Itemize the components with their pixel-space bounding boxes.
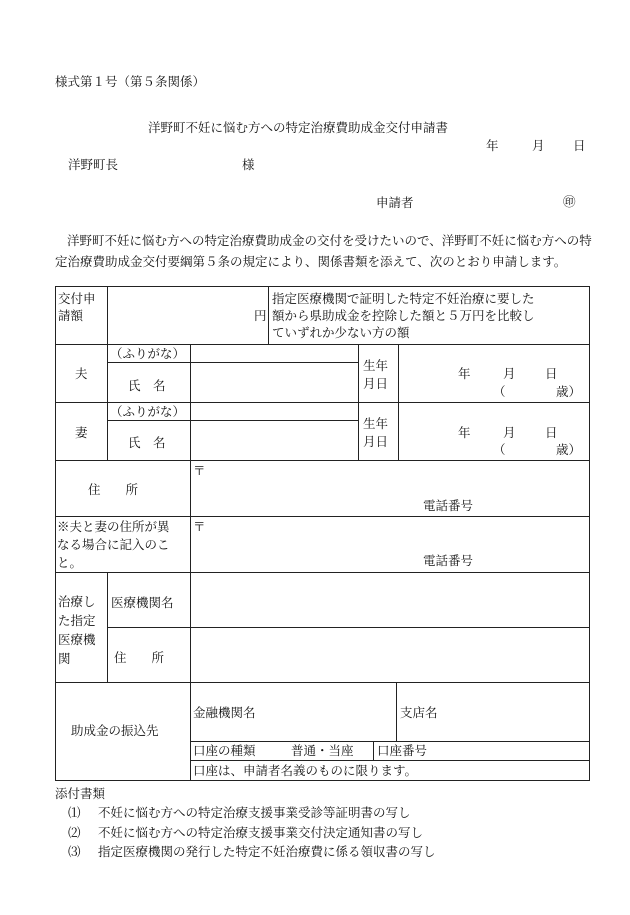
husband-name-label: 氏 名 [128,378,166,393]
wife-age-close: 歳） [556,442,582,457]
clinic-label-2: た指定 [58,613,96,628]
husband-furigana-label: （ふりがな） [110,346,186,361]
wife-birth-month: 月 [503,425,516,440]
amount-note-1: 指定医療機関で証明した特定不妊治療に要した [272,291,535,306]
form-id: 様式第１号（第５条関係） [55,74,206,89]
husband-birth-year: 年 [458,366,471,381]
attachments-heading: 添付書類 [55,786,106,801]
alt-address-postal-mark: 〒 [193,519,206,534]
clinic-name-label: 医療機関名 [111,595,174,610]
clinic-address-label: 住 所 [114,650,165,665]
husband-birth-label-1: 生年 [363,358,389,373]
wife-label: 妻 [75,425,88,440]
addressee-honorific: 様 [242,157,255,172]
amount-note-2: 額から県助成金を控除した額と５万円を比較し [272,308,535,323]
attachment-num: ⑴ [68,805,81,820]
wife-birth-day: 日 [545,425,558,440]
address-postal-mark: 〒 [193,463,206,478]
clinic-label-3: 医療機 [58,632,96,647]
seal-mark: ㊞ [563,194,576,209]
account-type-label: 口座の種類 [193,743,256,758]
clinic-label-4: 関 [58,651,71,666]
amount-label-line1: 交付申 [58,291,96,306]
wife-age-open: （ [493,442,506,457]
amount-note-3: ていずれか少ない方の額 [272,325,410,340]
wife-birth-year: 年 [458,425,471,440]
bank-institution-label: 金融機関名 [193,705,256,720]
wife-furigana-label: （ふりがな） [110,404,186,419]
account-number-label: 口座番号 [377,743,428,758]
husband-birth-day: 日 [545,366,558,381]
body-text: 洋野町不妊に悩む方への特定治療費助成金の交付を受けたいので、洋野町不妊に悩む方への特定治療費助成金交付要綱第５条の規定により、関係書類を添えて、次のとおり申請します。 [55,233,592,269]
address-label: 住 所 [88,482,139,497]
account-type-value: 普通・当座 [291,743,354,758]
clinic-label-1: 治療し [58,594,96,609]
attachment-text: 不妊に悩む方への特定治療支援事業受診等証明書の写し [98,805,411,820]
page-title: 洋野町不妊に悩む方への特定治療費助成金交付申請書 [148,120,449,135]
attachment-num: ⑵ [68,825,81,840]
bank-label: 助成金の振込先 [71,723,159,738]
account-note: 口座は、申請者名義のものに限ります。 [193,763,418,778]
alt-address-phone-label: 電話番号 [423,553,474,568]
husband-label: 夫 [75,366,88,381]
alt-address-label-3: と。 [57,555,83,570]
attachment-num: ⑶ [68,844,81,859]
husband-age-close: 歳） [556,384,582,399]
husband-age-open: （ [493,384,506,399]
attachment-text: 指定医療機関の発行した特定不妊治療費に係る領収書の写し [98,844,436,859]
applicant-label: 申請者 [376,195,414,210]
alt-address-label-1: ※夫と妻の住所が異 [57,519,170,534]
date-month: 月 [532,138,545,153]
alt-address-label-2: なる場合に記入のこ [57,537,170,552]
husband-birth-label-2: 月日 [363,376,389,391]
date-year: 年 [486,138,499,153]
wife-birth-label-1: 生年 [363,416,389,431]
amount-unit: 円 [254,308,267,323]
amount-label-line2: 請額 [58,308,84,323]
address-phone-label: 電話番号 [423,498,474,513]
date-day: 日 [573,138,586,153]
husband-birth-month: 月 [503,366,516,381]
addressee-name: 洋野町長 [68,157,119,172]
attachment-text: 不妊に悩む方への特定治療支援事業交付決定通知書の写し [98,825,424,840]
wife-name-label: 氏 名 [128,435,166,450]
bank-branch-label: 支店名 [400,705,438,720]
wife-birth-label-2: 月日 [363,434,389,449]
